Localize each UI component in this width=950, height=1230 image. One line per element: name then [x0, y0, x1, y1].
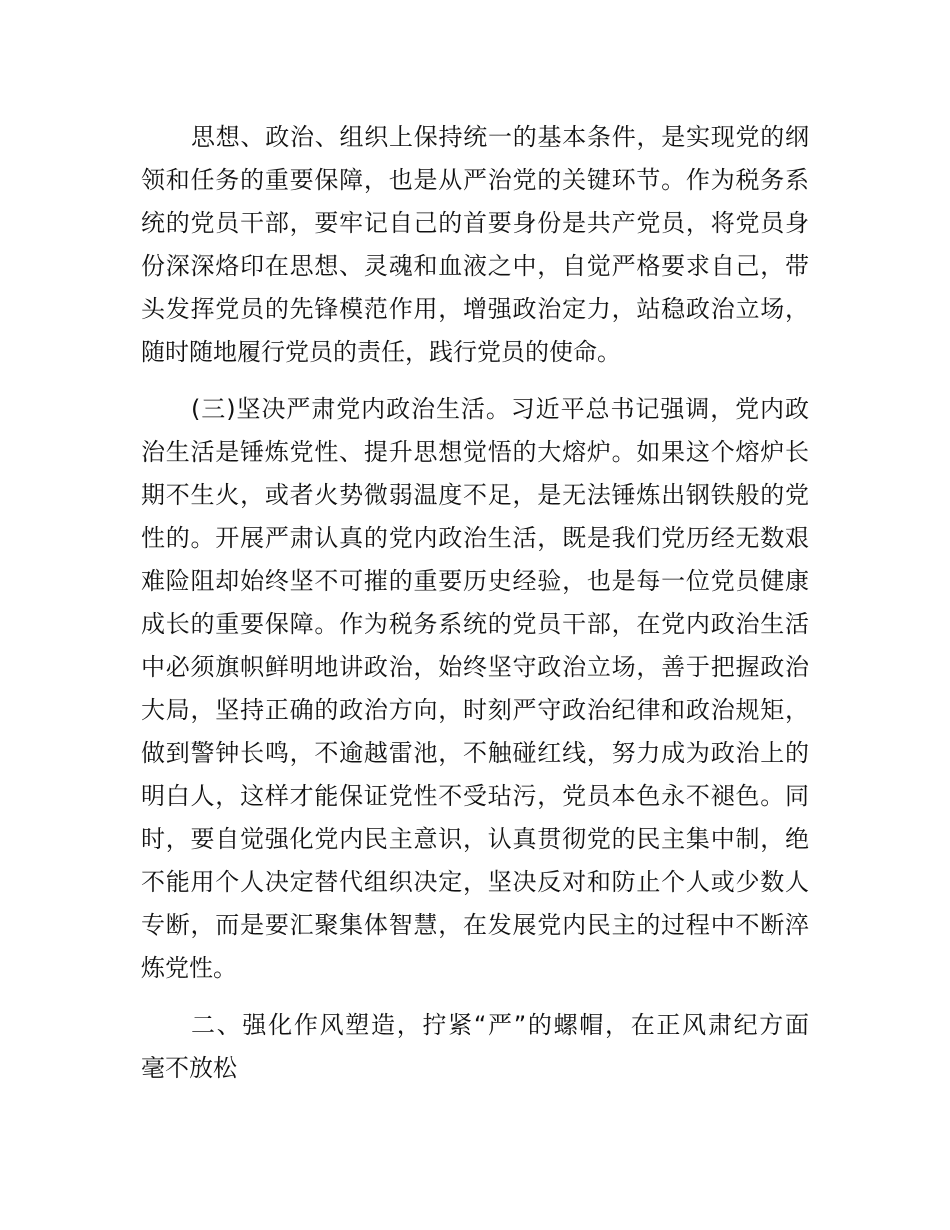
document-body — [141, 116, 809, 1104]
section-heading-line: 毫不放松 — [141, 1054, 237, 1082]
text-line: 成长的重要保障。作为税务系统的党员干部，在党内政治生活 — [141, 610, 809, 638]
text-line: 中必须旗帜鲜明地讲政治，始终坚守政治立场，善于把握政治 — [141, 653, 809, 681]
text-line: 明白人，这样才能保证党性不受玷污，党员本色永不褪色。同 — [141, 782, 809, 810]
text-line: 领和任务的重要保障，也是从严治党的关键环节。作为税务系 — [141, 166, 809, 194]
text-line: 不能用个人决定替代组织决定，坚决反对和防止个人或少数人 — [141, 868, 809, 896]
text-line: 头发挥党员的先锋模范作用，增强政治定力，站稳政治立场， — [141, 295, 809, 323]
text-line: 统的党员干部，要牢记自己的首要身份是共产党员，将党员身 — [141, 209, 809, 237]
paragraph-section-3 — [141, 388, 809, 990]
text-line: 做到警钟长鸣，不逾越雷池，不触碰红线，努力成为政治上的 — [141, 739, 809, 767]
text-line: 期不生火，或者火势微弱温度不足，是无法锤炼出钢铁般的党 — [141, 481, 809, 509]
text-line: 性的。开展严肃认真的党内政治生活，既是我们党历经无数艰 — [141, 524, 809, 552]
paragraph-continuation — [141, 116, 809, 374]
text-line: 大局，坚持正确的政治方向，时刻严守政治纪律和政治规矩， — [141, 696, 809, 724]
text-line: 专断，而是要汇聚集体智慧，在发展党内民主的过程中不断淬 — [141, 911, 809, 939]
text-line: 份深深烙印在思想、灵魂和血液之中，自觉严格要求自己，带 — [141, 252, 809, 280]
text-line: 随时随地履行党员的责任，践行党员的使命。 — [141, 338, 621, 366]
text-line: 治生活是锤炼党性、提升思想觉悟的大熔炉。如果这个熔炉长 — [141, 438, 809, 466]
text-line: 时，要自觉强化党内民主意识，认真贯彻党的民主集中制，绝 — [141, 825, 809, 853]
text-line: 难险阻却始终坚不可摧的重要历史经验，也是每一位党员健康 — [141, 567, 809, 595]
heading-section-2 — [141, 1004, 809, 1090]
text-line: 思想、政治、组织上保持统一的基本条件，是实现党的纲 — [191, 123, 809, 151]
text-line: 炼党性。 — [141, 954, 237, 982]
section-heading-line: (三)坚决严肃党内政治生活。习近平总书记强调，党内政 — [191, 395, 809, 423]
section-heading-line: 二、强化作风塑造，拧紧“严”的螺帽，在正风肃纪方面 — [191, 1011, 809, 1039]
